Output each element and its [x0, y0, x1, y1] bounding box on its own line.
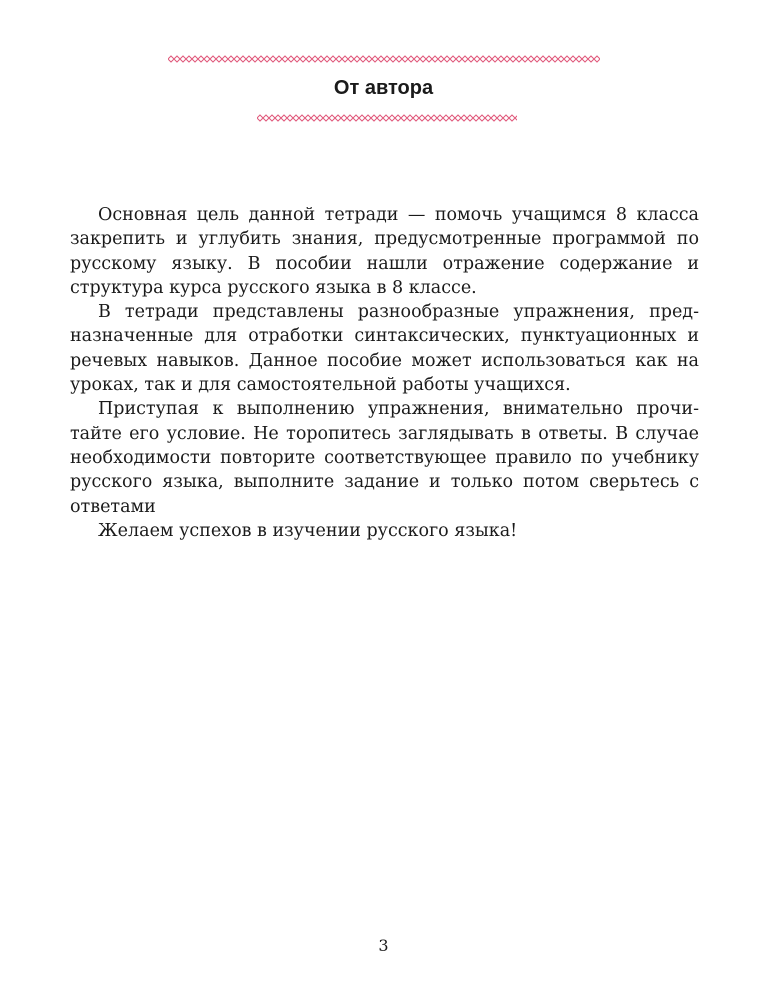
- preface-body: [70, 203, 699, 543]
- page-number: 3: [378, 936, 389, 955]
- ornament-bottom-rule: [257, 113, 517, 123]
- zigzag-chain-ornament-icon: [168, 54, 600, 64]
- ornament-top-rule: [168, 54, 600, 64]
- zigzag-chain-ornament-icon: [257, 113, 517, 123]
- paragraph-instructions: Приступая к выполнению упражнения, внимательно прочитайте его условие. Не торопитесь заглядывать в ответы. В случае необходимости повторите соответствующее правило по учебнику русского языка, выполните задание и только потом сверьтесь с ответами: [70, 399, 699, 517]
- paragraph-wishes: Желаем успехов в изучении русского языка!: [98, 520, 518, 541]
- paragraph-exercises: В тетради представлены разнообразные упражнения, предназначенные для отработки синтаксических, пунктуационных и речевых навыков. Данное пособие может использоваться как на уроках, так и для самостоятельной работы учащихся.: [70, 302, 699, 396]
- page-title: От автора: [333, 77, 434, 99]
- paragraph-purpose: Основная цель данной тетради — помочь учащимся 8 класса закрепить и углубить знания, предусмотренные программой по русскому языку. В пособии нашли отражение содержание и структура курса русского языка в 8 классе.: [70, 205, 699, 298]
